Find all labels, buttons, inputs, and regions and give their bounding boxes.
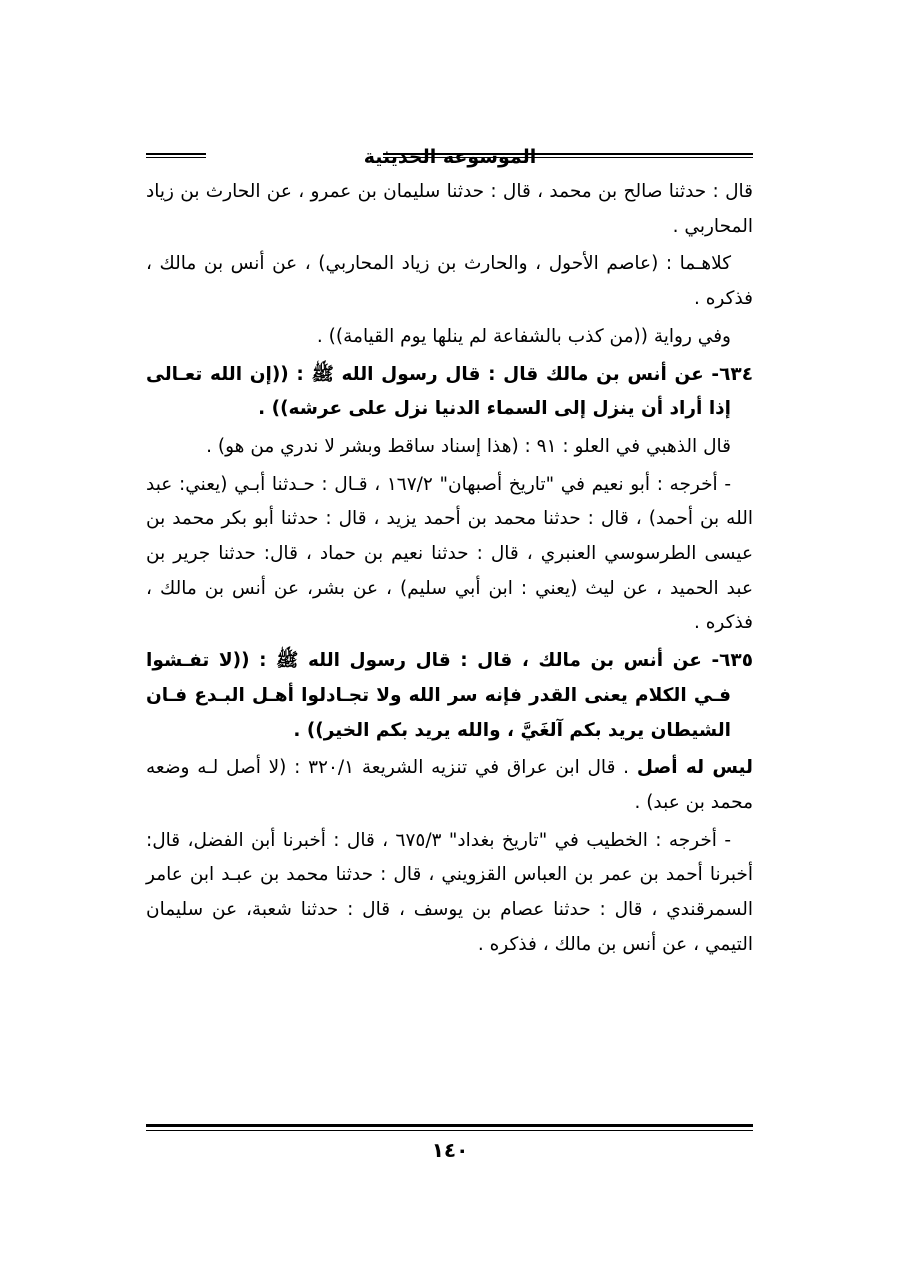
paragraph-dhahabi: قال الذهبي في العلو : ٩١ : (هذا إسناد ساقط وبشر لا ندري من هو) . (206, 435, 731, 457)
running-header-title: الموسوعة الحديثية (363, 146, 537, 168)
paragraph-grading (146, 751, 753, 820)
hadith-634: ٦٣٤- عن أنس بن مالك قال : قال رسول الله ﷺ : ((إن الله تعـالى إذا أراد أن ينزل إلى السماء الدنيا نزل على عرشه)) . (146, 363, 753, 420)
header-rule-left (146, 153, 206, 158)
grading-text: . قال ابن عراق في تنزيه الشريعة ٣٢٠/١ : (لا أصل لـه وضعه محمد بن عبد) . (146, 757, 753, 813)
paragraph-2: كلاهـما : (عاصم الأحول ، والحارث بن زياد المحاربي) ، عن أنس بن مالك ، فذكره . (146, 253, 753, 310)
paragraph-3: وفي رواية ((من كذب بالشفاعة لم ينلها يوم القيامة)) . (316, 325, 731, 347)
footer-rule-thick (146, 1124, 753, 1127)
footer-rule-thin (146, 1130, 753, 1131)
paragraph-1: قال : حدثنا صالح بن محمد ، قال : حدثنا سليمان بن عمرو ، عن الحارث بن زياد المحاربي . (146, 181, 753, 237)
page-number: ١٤٠ (431, 1138, 469, 1162)
paragraph-takhrij-1: - أخرجه : أبو نعيم في "تاريخ أصبهان" ١٦٧/٢ ، قـال : حـدثنا أبـي (يعني: عبد الله بن أحمد) ، قال : حدثنا محمد بن أحمد يزيد ، قال : حدثنا أبو بكر محمد بن عيسى الطرسوسي العنبري ، قال : حدثنا نعيم بن حماد ، قال: حدثنا جرير بن عبد الحميد ، عن ليث (يعني : ابن أبي سليم) ، عن بشر، عن أنس بن مالك ، فذكره . (146, 473, 753, 634)
page-body (146, 175, 753, 965)
hadith-635: ٦٣٥- عن أنس بن مالك ، قال : قال رسول الله ﷺ : ((لا تفـشوا فـي الكلام يعنى القدر فإنه سر الله ولا تجـادلوا أهـل البـدع فـان الشيطان يريد بكم آلغَيَّ ، والله يريد بكم الخير)) . (146, 650, 753, 741)
paragraph-takhrij-2: - أخرجه : الخطيب في "تاريخ بغداد" ٦٧٥/٣ ، قال : أخبرنا أبن الفضل، قال: أخبرنا أحمد بن عمر بن العباس القزويني ، قال : حدثنا محمد بن عبـد ابن عامر السمرقندي ، قال : حدثنا عصام بن يوسف ، قال : حدثنا شعبة، عن سليمان التيمي ، عن أنس بن مالك ، فذكره . (146, 829, 753, 955)
grading-lead: ليس له أصل (636, 757, 753, 779)
